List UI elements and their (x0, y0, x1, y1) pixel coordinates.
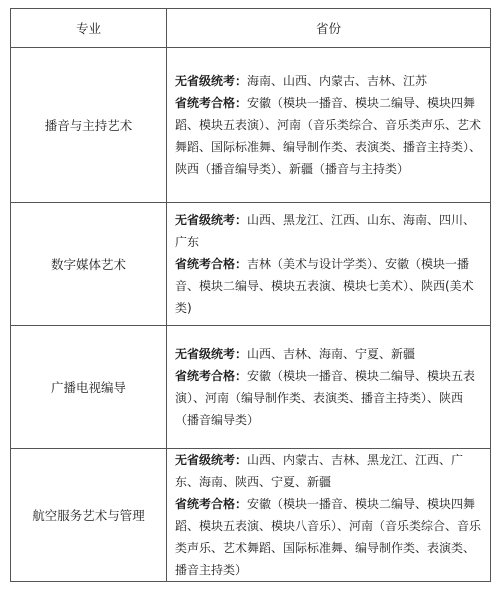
major-province-table (10, 8, 491, 582)
province-cell (167, 449, 491, 582)
major-cell: 航空服务艺术与管理 (11, 449, 167, 582)
exam-provinces: 吉林（美术与设计学类）、安徽（模块一播音、模块二编导、模块五表演、模块七美术）、陕西(美术类) (175, 257, 474, 315)
no-exam-label: 无省级统考： (175, 74, 248, 88)
no-exam-provinces: 山西、黑龙江、江西、山东、海南、四川、广东 (175, 213, 476, 249)
exam-provinces: 安徽（模块一播音、模块二编导、模块四舞蹈、模块五表演）、河南（音乐类综合、音乐类声乐、艺术舞蹈、国际标准舞、编导制作类、表演类、播音主持类）、陕西（播音编导类）、新疆（播音与主持类） (175, 96, 482, 176)
exam-label: 省统考合格： (175, 497, 248, 511)
major-cell: 播音与主持艺术 (11, 48, 167, 203)
province-cell (167, 326, 491, 449)
no-exam-provinces: 山西、吉林、海南、宁夏、新疆 (247, 347, 416, 361)
no-exam-label: 无省级统考： (175, 453, 248, 467)
table-row (11, 48, 491, 203)
major-cell: 数字媒体艺术 (11, 203, 167, 326)
exam-provinces: 安徽（模块一播音、模块二编导、模块四舞蹈、模块五表演、模块八音乐）、河南（音乐类综合、音乐类声乐、艺术舞蹈、国际标准舞、编导制作类、表演类、播音主持类） (175, 497, 482, 577)
no-exam-provinces: 山西、内蒙古、吉林、黑龙江、江西、广东、海南、陕西、宁夏、新疆 (175, 453, 464, 489)
exam-label: 省统考合格： (175, 96, 248, 110)
province-cell (167, 48, 491, 203)
table-row (11, 326, 491, 449)
no-exam-provinces: 海南、山西、内蒙古、吉林、江苏 (247, 74, 428, 88)
header-major: 专业 (11, 9, 167, 48)
table-row (11, 203, 491, 326)
table-row (11, 449, 491, 582)
header-province: 省份 (167, 9, 491, 48)
exam-provinces: 安徽（模块一播音、模块二编导、模块五表演）、河南（编导制作类、表演类、播音主持类）、陕西（播音编导类） (175, 369, 476, 427)
no-exam-label: 无省级统考： (175, 213, 248, 227)
table-header-row (11, 9, 491, 48)
exam-label: 省统考合格： (175, 369, 248, 383)
major-cell: 广播电视编导 (11, 326, 167, 449)
exam-label: 省统考合格： (175, 257, 248, 271)
no-exam-label: 无省级统考： (175, 347, 248, 361)
province-cell (167, 203, 491, 326)
major-province-table-wrapper (10, 8, 490, 582)
